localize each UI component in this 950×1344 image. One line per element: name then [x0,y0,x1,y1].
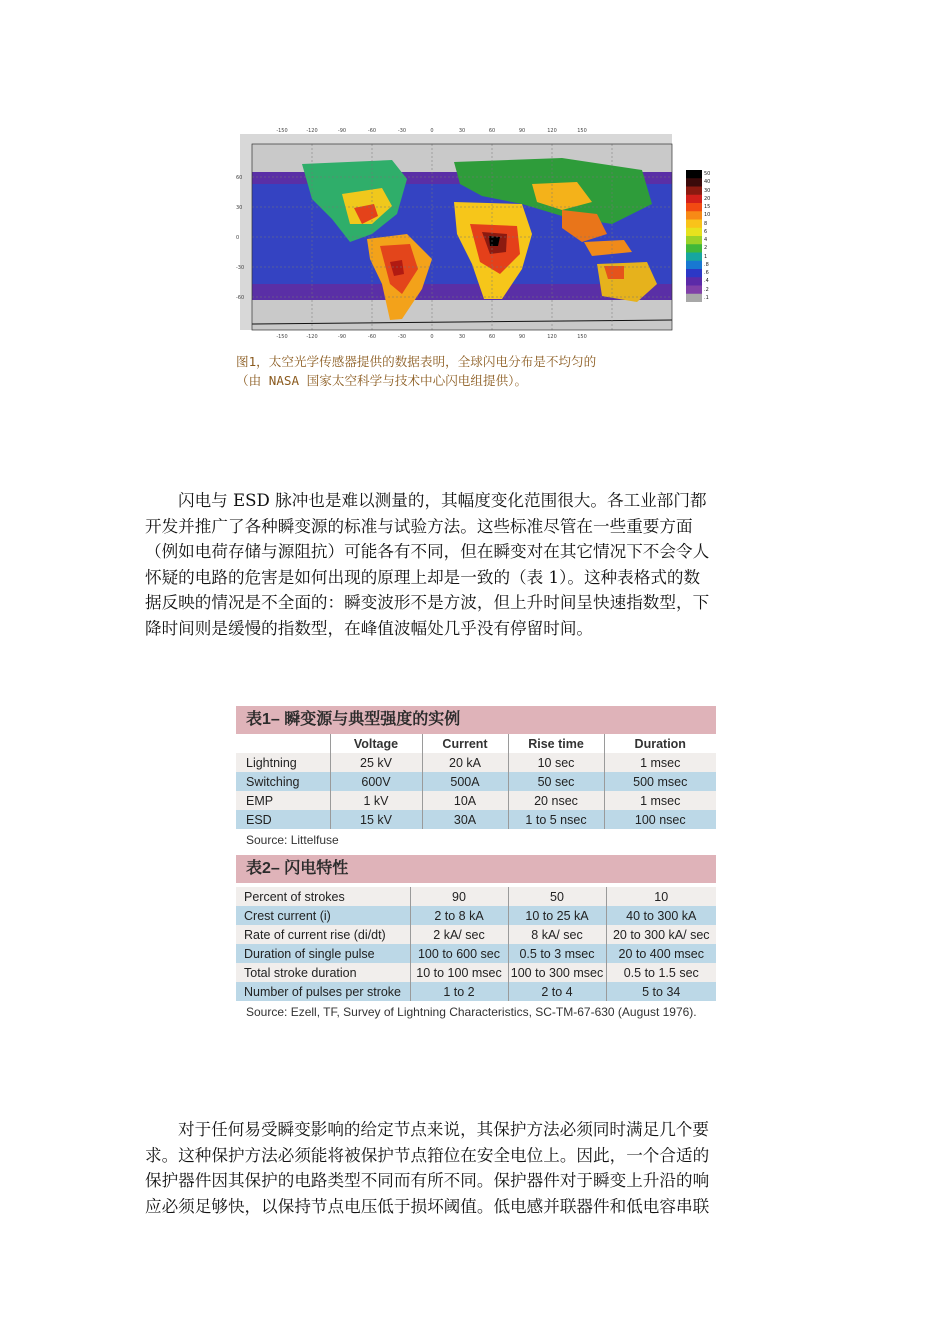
table-cell: 20 to 400 msec [606,944,716,963]
table-header-cell: Duration [604,734,716,753]
colorbar-label: 8 [704,220,708,227]
colorbar-swatch [686,203,702,212]
table-cell: 20 kA [422,753,508,772]
colorbar-swatch [686,261,702,270]
table-cell: Number of pulses per stroke [236,982,410,1001]
table-cell: 40 to 300 kA [606,906,716,925]
table-cell: 20 to 300 kA/ sec [606,925,716,944]
lightning-world-map [232,124,702,342]
tables-figure [236,706,716,1024]
paragraph-line: 应必须足够快，以保持节点电压低于损坏阈值。低电感并联器件和低电容串联 [145,1196,710,1216]
colorbar-swatch [686,269,702,278]
caption-line-1: 图1，太空光学传感器提供的数据表明，全球闪电分布是不均匀的 [236,354,597,369]
lon-tick-label: -60 [367,334,377,340]
table-2 [236,887,716,1001]
table-row [236,963,716,982]
lon-tick-label: 60 [488,128,496,134]
colorbar-swatch [686,277,702,286]
table-cell: 1 to 2 [410,982,508,1001]
table-cell: 15 kV [330,810,422,829]
colorbar-swatch [686,220,702,229]
table-cell: 500A [422,772,508,791]
lon-tick-label: 90 [518,334,526,340]
paragraph-line: 闪电与 ESD 脉冲也是难以测量的，其幅度变化范围很大。各工业部门都 [178,491,707,510]
table-row [236,753,716,772]
table-cell: Duration of single pulse [236,944,410,963]
table-row [236,791,716,810]
table-cell: 20 nsec [508,791,604,810]
colorbar-swatch [686,211,702,220]
table-cell: 100 nsec [604,810,716,829]
lat-tick-label: 30 [236,205,243,211]
paragraph-line: 保护器件因其保护的电路类型不同而有所不同。保护器件对于瞬变上升沿的响 [145,1171,710,1191]
table-row [236,887,716,906]
colorbar-label: 10 [704,212,711,219]
lon-tick-label: 0 [430,334,434,340]
map-graphic [232,124,702,342]
table-cell: 10 to 25 kA [508,906,606,925]
table-cell: Percent of strokes [236,887,410,906]
colorbar-label: 40 [704,179,711,186]
colorbar-label: 6 [704,228,708,235]
table-row [236,810,716,829]
table-cell: 100 to 300 msec [508,963,606,982]
colorbar-swatch [686,187,702,196]
table-row [236,925,716,944]
table-cell: 500 msec [604,772,716,791]
lon-tick-label: -60 [367,128,377,134]
table-row [236,772,716,791]
colorbar-label: 20 [704,195,711,202]
table-cell: ESD [236,810,330,829]
paragraph-line: （例如电荷存储与源阻抗）可能各有不同，但在瞬变对在其它情况下不会令人 [145,542,710,562]
lon-tick-label: 90 [518,128,526,134]
table-cell: 50 sec [508,772,604,791]
colorbar-label: 4 [704,237,708,243]
lightning-map-figure [232,124,716,392]
lat-tick-label: -30 [236,265,245,271]
lat-tick-label: 0 [236,235,240,241]
colorbar-label: 15 [704,204,711,210]
colorbar-label: 30 [704,187,711,194]
table-header-cell: Voltage [330,734,422,753]
lon-tick-label: -150 [276,128,288,134]
table-cell: 8 kA/ sec [508,925,606,944]
paragraph-line: 对于任何易受瞬变影响的给定节点来说，其保护方法必须同时满足几个要 [178,1120,709,1139]
lat-tick-label: 60 [236,175,243,181]
table-cell: 5 to 34 [606,982,716,1001]
colorbar-label: .4 [704,278,709,285]
table-cell: 30A [422,810,508,829]
table-cell: Crest current (i) [236,906,410,925]
lon-tick-label: 120 [547,128,557,134]
lon-tick-label: 150 [577,128,587,134]
table-cell: 1 to 5 nsec [508,810,604,829]
colorbar-swatch [686,244,702,253]
lon-tick-label: 0 [430,128,434,134]
table-cell: 0.5 to 3 msec [508,944,606,963]
table-cell: 2 to 4 [508,982,606,1001]
table-cell: 2 to 8 kA [410,906,508,925]
lon-tick-label: -90 [337,128,347,134]
table-cell: Total stroke duration [236,963,410,982]
paragraph-line: 据反映的情况是不全面的：瞬变波形不是方波，但上升时间呈快速指数型，下 [145,593,710,613]
table-cell: 10 [606,887,716,906]
colorbar-label: .2 [704,286,709,293]
colorbar-swatch [686,178,702,187]
table-row [236,906,716,925]
colorbar-label: .1 [704,294,709,301]
colorbar [686,170,702,302]
caption-line-2: （由 NASA 国家太空科学与技术中心闪电组提供）。 [236,373,528,388]
colorbar-label: .6 [704,270,709,276]
table-cell: 0.5 to 1.5 sec [606,963,716,982]
colorbar-swatch [686,294,702,302]
lon-tick-label: -120 [306,334,318,340]
table-header-cell: Rise time [508,734,604,753]
colorbar-swatch [686,236,702,245]
table-1-title: 表1– 瞬变源与典型强度的实例 [236,706,716,734]
table-cell: 600V [330,772,422,791]
lon-tick-label: 150 [577,334,587,340]
colorbar-swatch [686,170,702,179]
table-1 [236,734,716,829]
table-cell: 2 kA/ sec [410,925,508,944]
colorbar-swatch [686,228,702,237]
table-row [236,982,716,1001]
paragraph-line: 降时间则是缓慢的指数型，在峰值波幅处几乎没有停留时间。 [145,618,594,638]
lon-tick-label: 60 [488,334,496,340]
table-cell: Switching [236,772,330,791]
lon-tick-label: 30 [458,128,466,134]
table-header-row [236,734,716,753]
colorbar-swatch [686,195,702,204]
table-cell: 10 sec [508,753,604,772]
table-cell: Rate of current rise (di/dt) [236,925,410,944]
table-row [236,944,716,963]
table-cell: EMP [236,791,330,810]
table-cell: 90 [410,887,508,906]
paragraph-2 [145,1117,805,1219]
table-cell: 25 kV [330,753,422,772]
colorbar-labels [704,170,722,302]
table-2-title: 表2– 闪电特性 [236,855,716,883]
table-cell: Lightning [236,753,330,772]
colorbar-label: 50 [704,171,711,177]
lon-tick-label: -90 [337,334,347,340]
lon-tick-label: -30 [397,334,407,340]
lon-tick-label: 120 [547,334,557,340]
table-cell: 1 msec [604,753,716,772]
paragraph-line: 怀疑的电路的危害是如何出现的原理上却是一致的（表 1）。这种表格式的数 [145,567,701,587]
colorbar-label: .8 [704,261,709,268]
table-header-cell [236,734,330,753]
paragraph-1 [145,488,805,642]
lon-tick-label: -120 [306,128,318,134]
table-header-cell: Current [422,734,508,753]
lon-tick-label: -150 [276,334,288,340]
table-2-source: Source: Ezell, TF, Survey of Lightning Characteristics, SC-TM-67-630 (August 1976). [236,1001,716,1025]
colorbar-label: 2 [704,245,708,252]
table-cell: 10 to 100 msec [410,963,508,982]
paragraph-line: 开发并推广了各种瞬变源的标准与试验方法。这些标准尽管在一些重要方面 [145,516,693,536]
table-cell: 50 [508,887,606,906]
colorbar-swatch [686,286,702,295]
paragraph-line: 求。这种保护方法必须能将被保护节点箝位在安全电位上。因此，一个合适的 [145,1145,710,1165]
figure-caption [236,352,718,390]
lon-tick-label: -30 [397,128,407,134]
table-cell: 1 kV [330,791,422,810]
table-cell: 100 to 600 sec [410,944,508,963]
table-1-source: Source: Littelfuse [236,829,716,855]
colorbar-swatch [686,253,702,262]
table-cell: 1 msec [604,791,716,810]
table-cell: 10A [422,791,508,810]
colorbar-label: 1 [704,253,708,260]
lon-tick-label: 30 [458,334,466,340]
lat-tick-label: -60 [236,295,245,301]
